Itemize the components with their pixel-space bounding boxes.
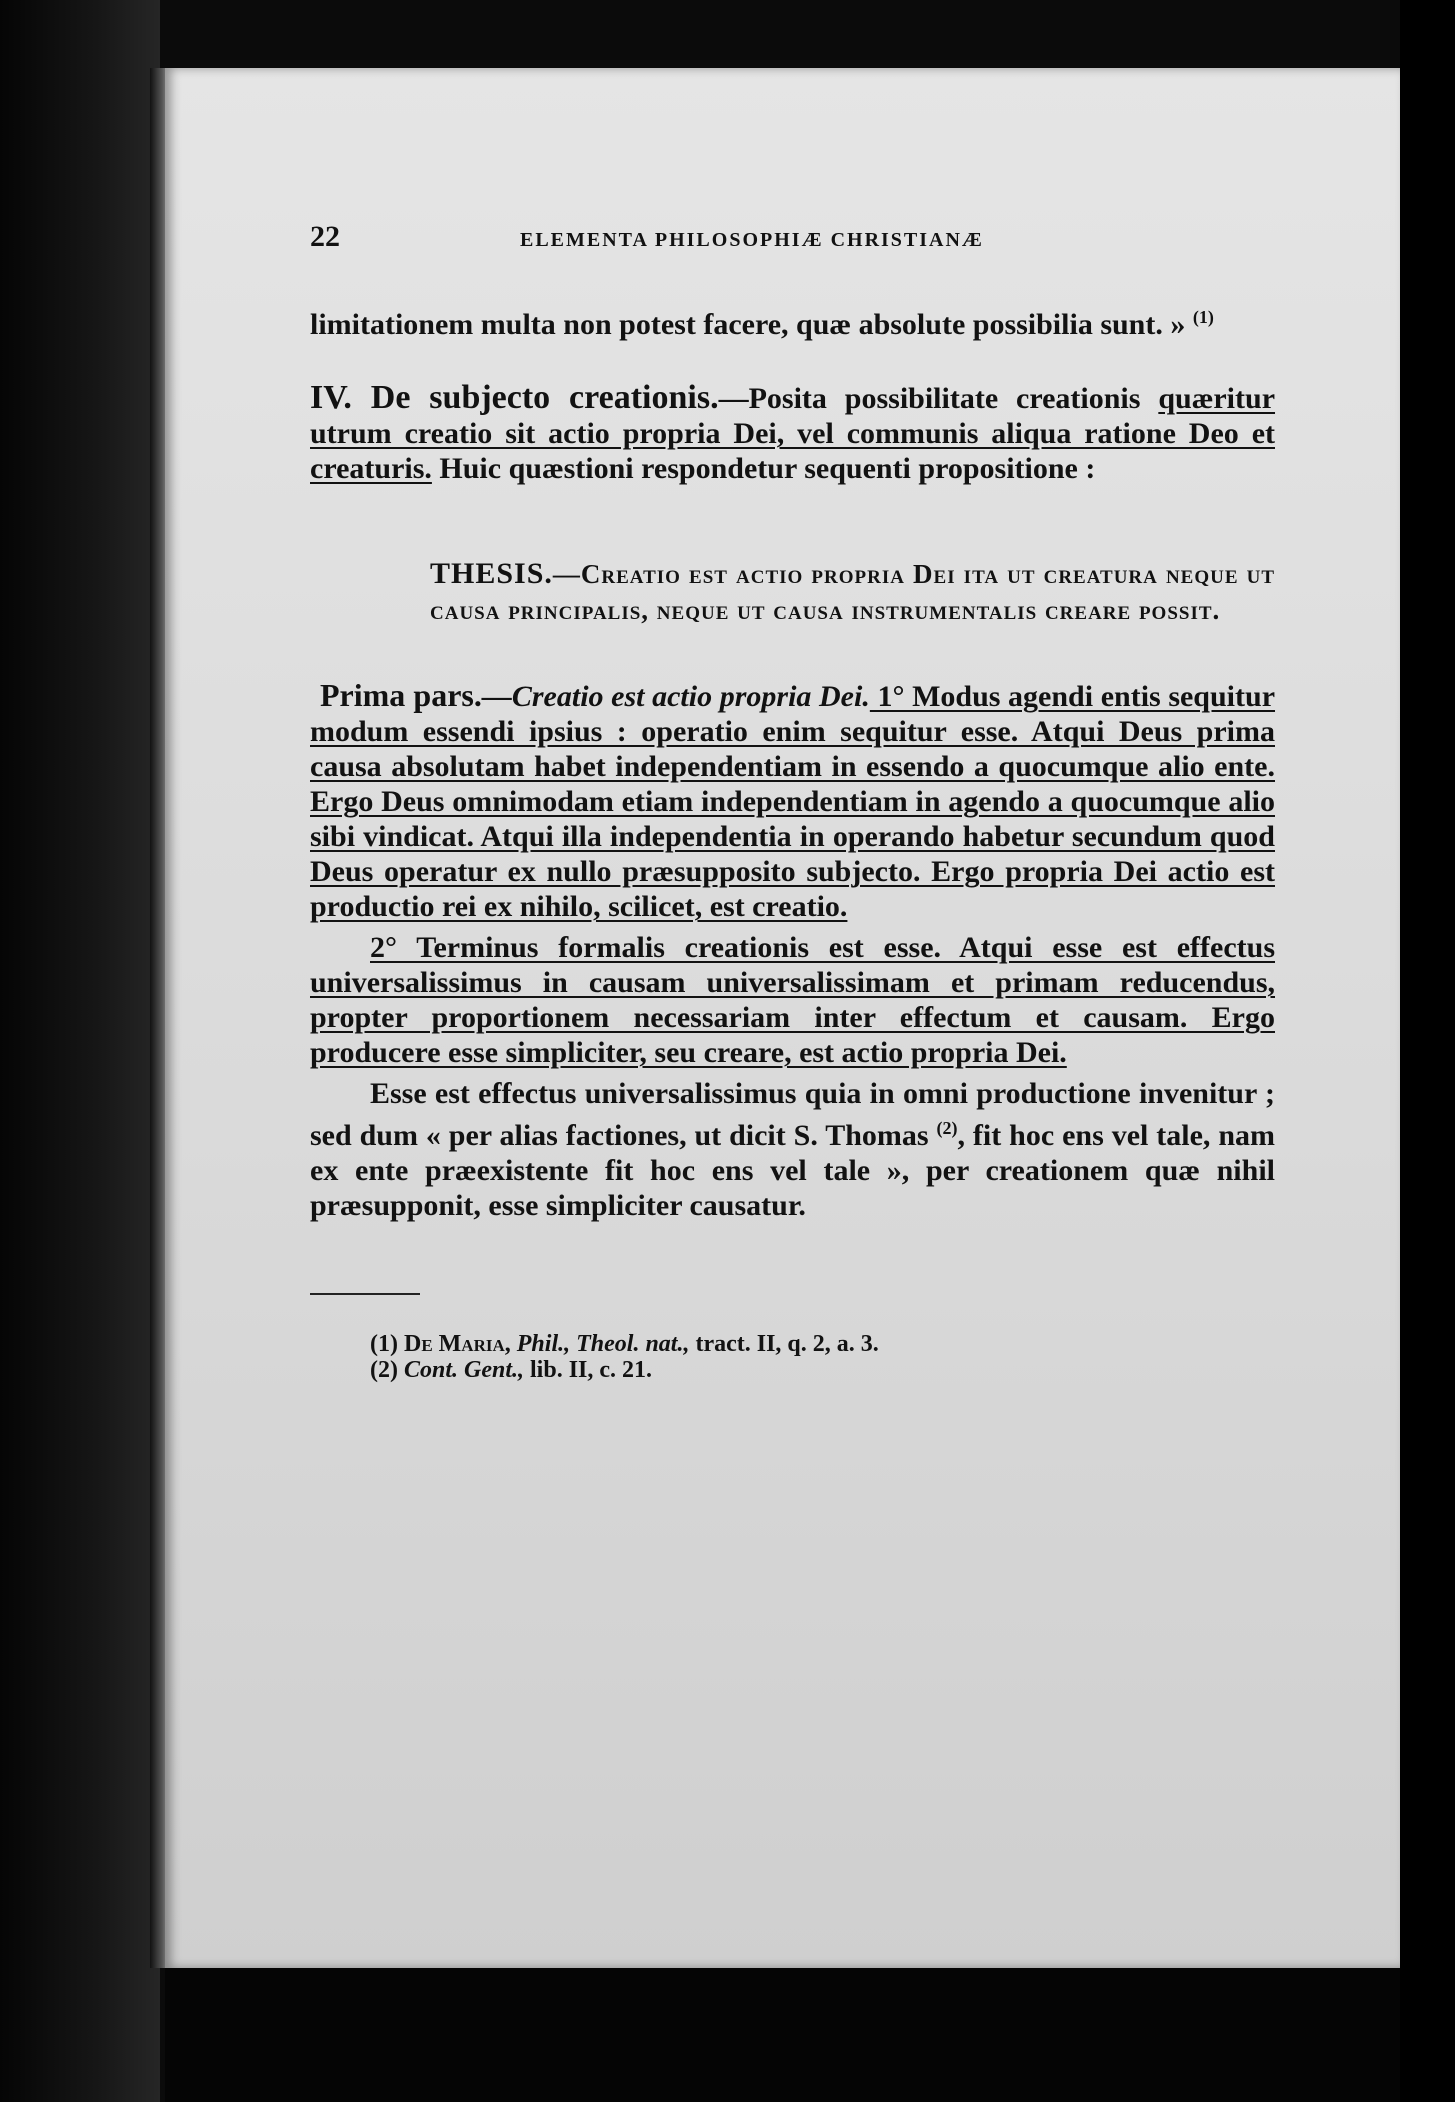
footnote-2-work: Cont. Gent., — [397, 1357, 525, 1383]
esse-text-after: , fit hoc ens vel tale, nam ex ente præexistente fit hoc ens vel tale », per creationem quæ nihil præsupponit, esse simpliciter causatur. — [310, 1119, 1275, 1222]
footnotes — [370, 1331, 1275, 1383]
scan-margin-bottom — [165, 1968, 1400, 2102]
footnote-2 — [370, 1357, 1275, 1383]
running-head: ELEMENTA PHILOSOPHIÆ CHRISTIANÆ — [520, 229, 984, 251]
page-number: 22 — [310, 220, 340, 253]
scan-margin-right — [1400, 0, 1455, 2102]
intro-footnote-ref: (1) — [1192, 307, 1214, 327]
footnote-1-num: (1) — [370, 1331, 398, 1357]
footnote-1-author: De Maria, — [403, 1331, 511, 1357]
esse-text-before: Esse est effectus universalissimus quia in omni productione invenitur ; sed dum « per alias factiones, ut dicit S. Thomas — [310, 1077, 1275, 1152]
footnote-divider — [310, 1293, 420, 1295]
footnote-2-num: (2) — [370, 1357, 398, 1383]
prima-pars-body: 1° Modus agendi entis sequitur modum essendi ipsius : operatio enim sequitur esse. Atqui Deus prima causa absolutam habet independentiam in essendo a quocumque alio ente. Ergo Deus omnimodam etiam independentiam in agendo a quocumque alio sibi vindicat. Atqui illa independentia in operando habetur secundum quod Deus operatur ex nullo præsupposito subjecto. Ergo propria Dei actio est productio rei ex nihilo, scilicet, est creatio. — [310, 680, 1276, 923]
terminus-paragraph: 2° Terminus formalis creationis est esse. Atqui esse est effectus universalissimus in causam universalissimam et primam reducendus, propter proportionem necessariam inter effectum et causam. Ergo producere esse simpliciter, seu creare, est actio propria Dei. — [310, 931, 1275, 1069]
esse-footnote-ref: (2) — [936, 1118, 958, 1138]
thesis-text: —Creatio est actio propria Dei ita ut creatura neque ut causa principalis, neque ut causa instrumentalis creare possit. — [430, 559, 1276, 625]
page-text — [310, 220, 1275, 1383]
intro-paragraph — [310, 300, 1275, 342]
scan-margin-left — [0, 0, 160, 2102]
section-heading: IV. De subjecto creationis. — [310, 379, 719, 416]
section-paragraph — [310, 380, 1275, 486]
section-text-underlined: quæritur utrum creatio sit actio propria Dei, vel communis aliqua ratione Deo et creaturis. — [310, 382, 1276, 485]
thesis-label: THESIS. — [430, 557, 553, 590]
thesis-paragraph — [430, 556, 1275, 628]
prima-pars-lead: Prima pars. — [320, 677, 482, 713]
footnote-1-work: Phil., Theol. nat., — [510, 1331, 690, 1357]
footnote-2-rest: lib. II, c. 21. — [524, 1357, 653, 1383]
prima-pars-paragraph — [310, 678, 1275, 924]
footnote-1 — [370, 1331, 1275, 1357]
section-text-start: —Posita possibilitate creationis — [718, 382, 1159, 415]
section-text-end: Huic quæstioni respondetur sequenti propositione : — [431, 452, 1096, 485]
esse-paragraph — [310, 1076, 1275, 1223]
page-header — [310, 220, 1275, 260]
prima-pars-title: —Creatio est actio propria Dei. — [481, 680, 870, 713]
footnote-1-rest: tract. II, q. 2, a. 3. — [689, 1331, 879, 1357]
intro-text: limitationem multa non potest facere, quæ absolute possibilia sunt. » — [310, 308, 1186, 341]
